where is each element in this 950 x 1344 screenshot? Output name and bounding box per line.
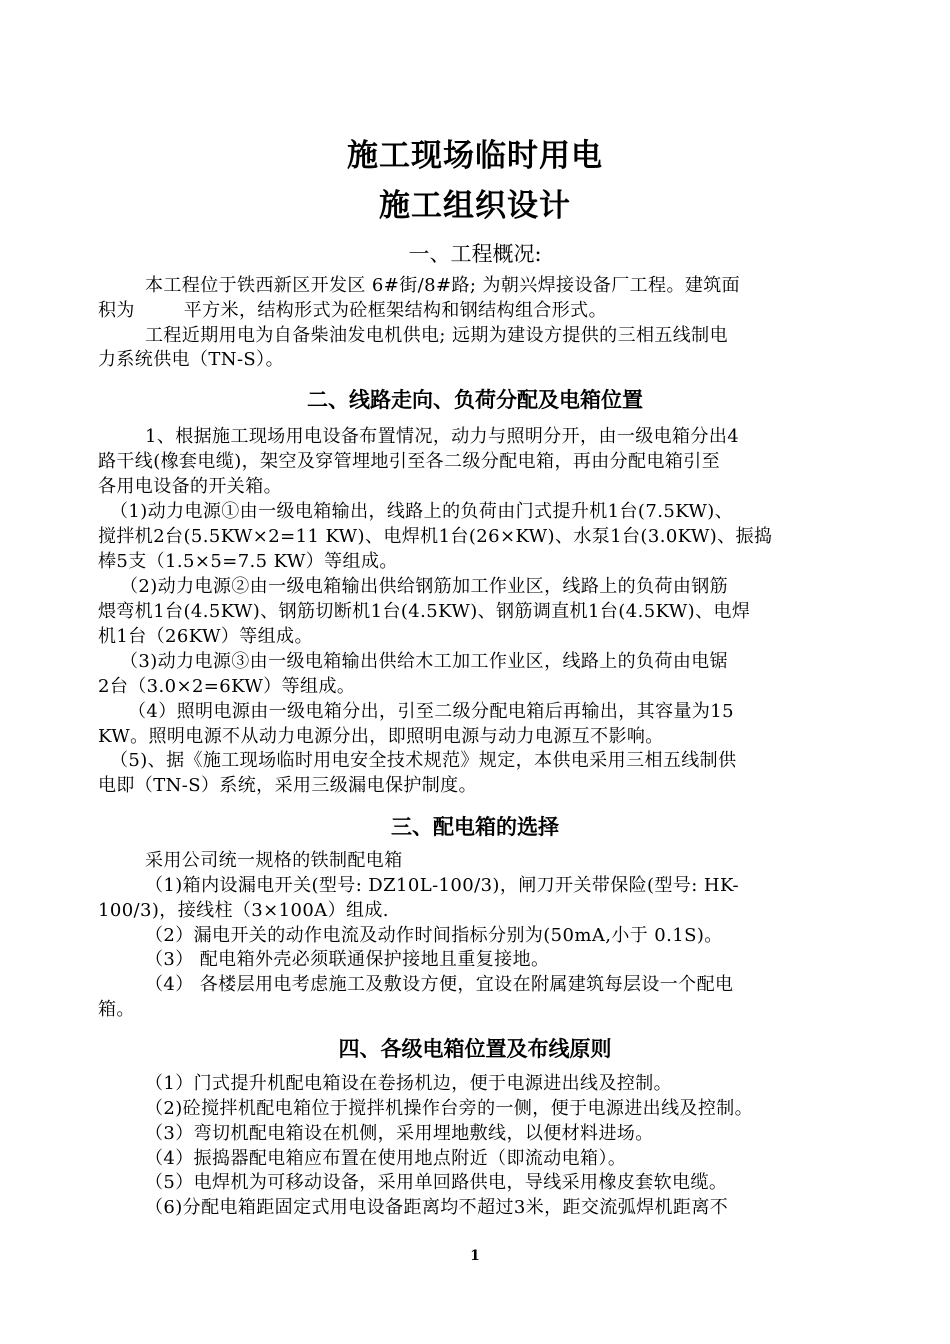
paragraph-line: （1)箱内设漏电开关(型号: DZ10L-100/3)，闸刀开关带保险(型号: HK-	[145, 875, 739, 896]
paragraph-line: 2台（3.0×2=6KW）等组成。	[98, 676, 356, 697]
paragraph-line: 煨弯机1台(4.5KW)、钢筋切断机1台(4.5KW)、钢筋调直机1台(4.5KW)、电焊	[98, 601, 751, 622]
paragraph-line: 1、根据施工现场用电设备布置情况，动力与照明分开，由一级电箱分出4	[145, 426, 740, 447]
section-2-heading: 二、线路走向、负荷分配及电箱位置	[307, 388, 643, 412]
section-3-heading: 三、配电箱的选择	[391, 815, 559, 839]
paragraph-line: （5)、据《施工现场临时用电安全技术规范》规定，本供电采用三相五线制供	[110, 750, 737, 771]
paragraph-line: 积为 平方米，结构形式为砼框架结构和钢结构组合形式。	[98, 300, 607, 321]
paragraph-line: （2）漏电开关的动作电流及动作时间指标分别为(50mA,小于 0.1S)。	[145, 925, 723, 946]
paragraph-line: KW。照明电源不从动力电源分出，即照明电源与动力电源互不影响。	[98, 726, 664, 747]
paragraph-line: （4） 各楼层用电考虑施工及敷设方便，宜设在附属建筑每层设一个配电	[145, 974, 734, 995]
paragraph-line: 100/3)，接线柱（3×100A）组成.	[98, 900, 389, 921]
paragraph-line: 力系统供电（TN-S）。	[98, 349, 284, 370]
paragraph-line: （4）振捣器配电箱应布置在使用地点附近（即流动电箱）。	[145, 1148, 627, 1169]
paragraph-line: 本工程位于铁西新区开发区 6#街/8#路; 为朝兴焊接设备厂工程。建筑面	[145, 275, 741, 296]
paragraph-line: 路干线(橡套电缆)，架空及穿管埋地引至各二级分配电箱，再由分配电箱引至	[98, 451, 721, 472]
paragraph-line: （3)动力电源③由一级电箱输出供给木工加工作业区，线路上的负荷由电锯	[120, 651, 729, 672]
section-4-heading: 四、各级电箱位置及布线原则	[338, 1037, 612, 1061]
paragraph-line: （2)砼搅拌机配电箱位于搅拌机操作台旁的一侧，便于电源进出线及控制。	[145, 1098, 754, 1119]
paragraph-line: （4）照明电源由一级电箱分出，引至二级分配电箱后再输出，其容量为15	[128, 701, 734, 722]
paragraph-line: 电即（TN-S）系统，采用三级漏电保护制度。	[98, 775, 477, 796]
paragraph-line: （6)分配电箱距固定式用电设备距离均不超过3米，距交流弧焊机距离不	[145, 1197, 729, 1218]
paragraph-line: 箱。	[98, 999, 135, 1020]
paragraph-line: 机1台（26KW）等组成。	[98, 626, 313, 647]
paragraph-line: 各用电设备的开关箱。	[98, 476, 282, 497]
paragraph-line: 搅拌机2台(5.5KW×2=11 KW)、电焊机1台(26×KW)、水泵1台(3.0KW)、振捣	[98, 526, 773, 547]
paragraph-line: （3）弯切机配电箱设在机侧，采用埋地敷线，以便材料进场。	[145, 1123, 654, 1144]
section-1-heading: 一、工程概况:	[408, 242, 542, 266]
paragraph-line: （5）电焊机为可移动设备，采用单回路供电，导线采用橡皮套软电缆。	[145, 1172, 728, 1193]
paragraph-line: （3） 配电箱外壳必须联通保护接地且重复接地。	[145, 949, 550, 970]
paragraph-line: （2)动力电源②由一级电箱输出供给钢筋加工作业区，线路上的负荷由钢筋	[120, 576, 729, 597]
document-subtitle: 施工组织设计	[379, 188, 571, 224]
paragraph-line: （1)动力电源①由一级电箱输出，线路上的负荷由门式提升机1台(7.5KW)、	[110, 501, 734, 522]
document-title: 施工现场临时用电	[347, 138, 603, 174]
paragraph-line: 工程近期用电为自备柴油发电机供电; 远期为建设方提供的三相五线制电	[145, 325, 728, 346]
page-number: 1	[470, 1248, 480, 1264]
paragraph-line: 棒5支（1.5×5=7.5 KW）等组成。	[98, 551, 398, 572]
paragraph-line: 采用公司统一规格的铁制配电箱	[145, 850, 403, 871]
paragraph-line: （1）门式提升机配电箱设在卷扬机边，便于电源进出线及控制。	[145, 1073, 673, 1094]
